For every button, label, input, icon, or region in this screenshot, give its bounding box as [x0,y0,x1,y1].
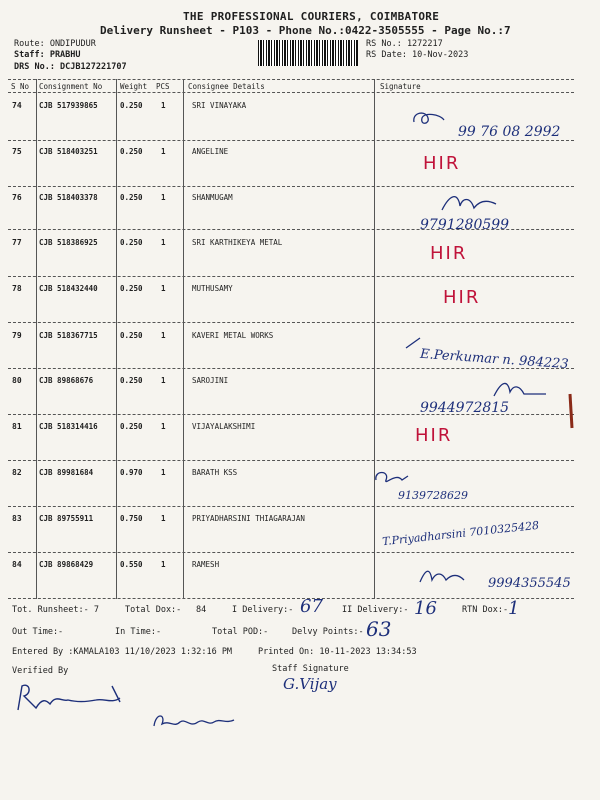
row-divider [8,552,574,553]
signature-scribble [410,108,450,132]
rs-date: RS Date: 10-Nov-2023 [366,50,469,60]
row-divider [8,368,574,369]
verifier-signature [16,680,128,720]
staff-signature-hand: G.Vijay [283,675,337,693]
row-weight: 0.250 [120,101,143,110]
row-consignment: CJB 89981684 [39,468,94,477]
row-consignment: CJB 518314416 [39,422,98,431]
printed-on: Printed On: 10-11-2023 13:34:53 [258,647,417,657]
row-consignee: ANGELINE [192,147,229,156]
delvy-points-hand: 63 [366,617,392,641]
rtn-dox-label: RTN Dox:- [462,605,509,615]
row-pcs: 1 [161,560,166,569]
row-consignment: CJB 518432440 [39,284,98,293]
row-sno: 78 [12,284,22,293]
row-divider [8,322,574,323]
row-sno: 76 [12,193,22,202]
row-consignment: CJB 518367715 [39,331,98,340]
staff-label: Staff: PRABHU [14,50,81,60]
row-weight: 0.250 [120,331,143,340]
row-consignee: SHANMUGAM [192,193,233,202]
row-consignment: CJB 518403378 [39,193,98,202]
tot-runsheet: Tot. Runsheet:- 7 [12,605,99,615]
row-weight: 0.550 [120,560,143,569]
col-consignee: Consignee Details [188,82,265,91]
row-pcs: 1 [161,238,166,247]
handwritten-phone: 9994355545 [488,576,571,591]
handwritten-hir: HIR [430,243,468,264]
row-consignee: BARATH KSS [192,468,238,477]
company-title: THE PROFESSIONAL COURIERS, COIMBATORE [183,10,440,23]
row-divider [8,276,574,277]
col-signature: Signature [380,82,421,91]
col-rule [36,79,37,599]
row-consignment: CJB 89755911 [39,514,94,523]
row-weight: 0.250 [120,147,143,156]
col-rule [183,79,184,599]
row-consignee: MUTHUSAMY [192,284,233,293]
row-weight: 0.250 [120,238,143,247]
row-sno: 79 [12,331,22,340]
table-header-rule [8,92,574,93]
row-weight: 0.250 [120,422,143,431]
handwritten-signature-note: E.Perkumar n. 984223 [419,346,569,373]
row-pcs: 1 [161,147,166,156]
total-pod-label: Total POD:- [212,627,269,637]
handwritten-phone: 9139728629 [398,489,468,502]
col-rule [116,79,117,599]
row-consignee: VIJAYALAKSHIMI [192,422,256,431]
row-consignee: PRIYADHARSINI THIAGARAJAN [192,514,305,523]
i-delivery-label: I Delivery:- [232,605,294,615]
row-sno: 74 [12,101,22,110]
signature-scribble [372,468,412,490]
row-consignment: CJB 518386925 [39,238,98,247]
delvy-points-label: Delvy Points:- [292,627,364,637]
handwritten-phone: 9791280599 [420,217,510,233]
ii-delivery-label: II Delivery:- [342,605,409,615]
row-pcs: 1 [161,284,166,293]
row-divider [8,186,574,187]
row-pcs: 1 [161,468,166,477]
second-signature [150,708,238,736]
row-pcs: 1 [161,101,166,110]
handwritten-hir: HIR [415,425,453,446]
row-divider [8,506,574,507]
row-pcs: 1 [161,422,166,431]
row-consignment: CJB 517939865 [39,101,98,110]
entered-by: Entered By :KAMALA103 11/10/2023 1:32:16 PM [12,647,233,657]
row-pcs: 1 [161,376,166,385]
row-sno: 77 [12,238,22,247]
verified-by-label: Verified By [12,666,69,676]
table-bottom-rule [8,598,574,599]
row-sno: 84 [12,560,22,569]
row-consignee: SRI VINAYAKA [192,101,247,110]
ii-delivery-hand: 16 [414,598,437,619]
total-dox-label: Total Dox:- [125,605,182,615]
rs-number: RS No.: 1272217 [366,39,443,49]
handwritten-hir: HIR [423,153,461,174]
out-time-label: Out Time:- [12,627,64,637]
row-sno: 82 [12,468,22,477]
row-divider [8,414,574,415]
row-sno: 83 [12,514,22,523]
row-sno: 75 [12,147,22,156]
drs-number: DRS No.: DCJB127221707 [14,62,127,72]
col-sno: S No [11,82,30,91]
row-weight: 0.250 [120,376,143,385]
row-pcs: 1 [161,331,166,340]
row-consignee: SRI KARTHIKEYA METAL [192,238,283,247]
row-divider [8,140,574,141]
row-consignee: SAROJINI [192,376,229,385]
row-consignee: RAMESH [192,560,220,569]
signature-tick [404,336,424,350]
row-sno: 81 [12,422,22,431]
signature-scribble [418,566,468,588]
row-divider [8,460,574,461]
col-pcs: PCS [156,82,170,91]
signature-scribble [490,378,550,402]
runsheet-title: Delivery Runsheet - P103 - Phone No.:0422-3505555 - Page No.:7 [100,24,511,37]
staff-signature-label: Staff Signature [272,664,349,674]
col-weight: Weight [120,82,148,91]
handwritten-phone: 9944972815 [420,400,510,416]
row-pcs: 1 [161,514,166,523]
total-dox-value: 84 [196,605,207,615]
row-divider [8,229,574,230]
col-consignment: Consignment No [39,82,103,91]
signature-scribble [440,190,500,216]
rtn-dox-hand: 1 [508,598,520,619]
table-top-rule [8,79,574,80]
handwritten-hir: HIR [443,287,481,308]
ink-mark [566,392,576,432]
i-delivery-hand: 67 [300,596,323,617]
row-consignment: CJB 518403251 [39,147,98,156]
in-time-label: In Time:- [115,627,162,637]
row-weight: 0.250 [120,193,143,202]
handwritten-signature-note: T.Priyadharsini 7010325428 [381,518,540,549]
row-consignment: CJB 89868429 [39,560,94,569]
row-pcs: 1 [161,193,166,202]
row-consignee: KAVERI METAL WORKS [192,331,274,340]
row-weight: 0.970 [120,468,143,477]
col-rule [374,79,375,599]
handwritten-phone: 99 76 08 2992 [458,124,561,140]
route-label: Route: ONDIPUDUR [14,39,96,49]
row-weight: 0.250 [120,284,143,293]
barcode [258,40,358,66]
row-weight: 0.750 [120,514,143,523]
row-consignment: CJB 89868676 [39,376,94,385]
row-sno: 80 [12,376,22,385]
